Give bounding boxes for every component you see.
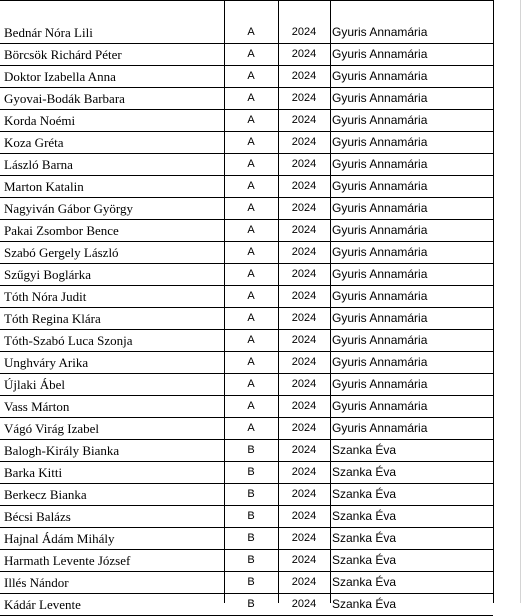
class-cell[interactable]: A (247, 114, 255, 126)
name-cell[interactable]: Barka Kitti (4, 465, 63, 480)
table-row (0, 550, 493, 572)
name-cell[interactable]: Korda Noémi (4, 113, 76, 128)
teacher-cell[interactable]: Gyuris Annamária (332, 135, 428, 149)
year-cell[interactable]: 2024 (291, 378, 317, 390)
year-cell[interactable]: 2024 (291, 510, 317, 522)
teacher-cell[interactable]: Gyuris Annamária (332, 267, 428, 281)
table-row (0, 110, 493, 132)
table-body (0, 22, 521, 616)
teacher-cell[interactable]: Gyuris Annamária (332, 311, 428, 325)
table-row (0, 22, 493, 44)
class-cell[interactable]: B (247, 488, 255, 500)
class-cell[interactable]: A (247, 136, 255, 148)
name-cell[interactable]: Hajnal Ádám Mihály (4, 531, 115, 546)
teacher-cell[interactable]: Gyuris Annamária (332, 223, 428, 237)
teacher-cell[interactable]: Gyuris Annamária (332, 91, 428, 105)
table-row (0, 418, 493, 440)
class-cell[interactable]: A (247, 70, 255, 82)
teacher-cell[interactable]: Szanka Éva (332, 509, 397, 523)
name-cell[interactable]: Tóth Nóra Judit (4, 289, 87, 304)
class-cell[interactable]: A (247, 400, 255, 412)
teacher-cell[interactable]: Gyuris Annamária (332, 245, 428, 259)
name-cell[interactable]: Vass Márton (4, 399, 70, 414)
class-cell[interactable]: A (247, 246, 255, 258)
year-cell[interactable]: 2024 (291, 180, 317, 192)
year-cell[interactable]: 2024 (291, 268, 317, 280)
year-cell[interactable]: 2024 (291, 488, 317, 500)
table-row (0, 154, 493, 176)
table-row (0, 66, 493, 88)
name-cell[interactable]: Kádár Levente (4, 597, 81, 612)
year-cell[interactable]: 2024 (291, 466, 317, 478)
class-cell[interactable]: B (247, 444, 255, 456)
class-cell[interactable]: B (247, 598, 255, 610)
teacher-cell[interactable]: Gyuris Annamária (332, 377, 428, 391)
table-row (0, 286, 493, 308)
table-row (0, 308, 493, 330)
year-cell[interactable]: 2024 (291, 356, 317, 368)
class-cell[interactable]: A (247, 290, 255, 302)
teacher-cell[interactable]: Szanka Éva (332, 553, 397, 567)
teacher-cell[interactable]: Gyuris Annamária (332, 157, 428, 171)
table-row (0, 44, 493, 66)
year-cell[interactable]: 2024 (291, 334, 317, 346)
table-row (0, 220, 493, 242)
year-cell[interactable]: 2024 (291, 246, 317, 258)
name-cell[interactable]: Doktor Izabella Anna (4, 69, 116, 84)
table-row (0, 176, 493, 198)
table-row (0, 264, 493, 286)
name-cell[interactable]: Koza Gréta (4, 135, 64, 150)
class-cell[interactable]: A (247, 92, 255, 104)
table-row (0, 352, 493, 374)
year-cell[interactable]: 2024 (291, 48, 317, 60)
name-cell[interactable]: László Barna (4, 157, 73, 172)
year-cell[interactable]: 2024 (291, 554, 317, 566)
name-cell[interactable]: Szűgyi Boglárka (4, 267, 92, 282)
teacher-cell[interactable]: Szanka Éva (332, 531, 397, 545)
table-row (0, 198, 493, 220)
year-cell[interactable]: 2024 (291, 290, 317, 302)
year-cell[interactable]: 2024 (291, 576, 317, 588)
table-row (0, 88, 493, 110)
class-cell[interactable]: A (247, 268, 255, 280)
year-cell[interactable]: 2024 (291, 312, 317, 324)
name-cell[interactable]: Berkecz Bianka (4, 487, 87, 502)
teacher-cell[interactable]: Gyuris Annamária (332, 289, 428, 303)
class-cell[interactable]: A (247, 356, 255, 368)
table-row (0, 528, 493, 550)
class-cell[interactable]: B (247, 466, 255, 478)
class-cell[interactable]: A (247, 378, 255, 390)
table-row (0, 374, 493, 396)
name-cell[interactable]: Börcsök Richárd Péter (4, 47, 122, 62)
teacher-cell[interactable]: Szanka Éva (332, 487, 397, 501)
year-cell[interactable]: 2024 (291, 70, 317, 82)
teacher-cell[interactable]: Gyuris Annamária (332, 333, 428, 347)
name-cell[interactable]: Vágó Virág Izabel (4, 421, 99, 436)
name-cell[interactable]: Tóth Regina Klára (4, 311, 101, 326)
class-cell[interactable]: A (247, 202, 255, 214)
year-cell[interactable]: 2024 (291, 598, 317, 610)
year-cell[interactable]: 2024 (291, 26, 317, 38)
name-cell[interactable]: Gyovai-Bodák Barbara (4, 91, 125, 106)
class-cell[interactable]: A (247, 48, 255, 60)
table-row (0, 462, 493, 484)
name-cell[interactable]: Harmath Levente József (4, 553, 131, 568)
name-cell[interactable]: Illés Nándor (4, 575, 69, 590)
class-cell[interactable]: B (247, 532, 255, 544)
class-cell[interactable]: A (247, 224, 255, 236)
name-cell[interactable]: Nagyiván Gábor György (4, 201, 134, 216)
name-cell[interactable]: Marton Katalin (4, 179, 84, 194)
teacher-cell[interactable]: Gyuris Annamária (332, 355, 428, 369)
name-cell[interactable]: Tóth-Szabó Luca Szonja (4, 333, 133, 348)
year-cell[interactable]: 2024 (291, 422, 317, 434)
class-cell[interactable]: A (247, 312, 255, 324)
name-cell[interactable]: Balogh-Király Bianka (4, 443, 120, 458)
teacher-cell[interactable]: Szanka Éva (332, 597, 397, 611)
name-cell[interactable]: Bednár Nóra Lili (4, 25, 93, 40)
teacher-cell[interactable]: Gyuris Annamária (332, 179, 428, 193)
class-cell[interactable]: A (247, 334, 255, 346)
year-cell[interactable]: 2024 (291, 136, 317, 148)
class-cell[interactable]: B (247, 554, 255, 566)
year-cell[interactable]: 2024 (291, 92, 317, 104)
teacher-cell[interactable]: Gyuris Annamária (332, 113, 428, 127)
name-cell[interactable]: Unghváry Arika (4, 355, 89, 370)
table-row (0, 396, 493, 418)
class-cell[interactable]: B (247, 576, 255, 588)
year-cell[interactable]: 2024 (291, 444, 317, 456)
table-row (0, 242, 493, 264)
teacher-cell[interactable]: Gyuris Annamária (332, 399, 428, 413)
teacher-cell[interactable]: Szanka Éva (332, 465, 397, 479)
year-cell[interactable]: 2024 (291, 400, 317, 412)
year-cell[interactable]: 2024 (291, 202, 317, 214)
teacher-cell[interactable]: Gyuris Annamária (332, 201, 428, 215)
class-cell[interactable]: A (247, 26, 255, 38)
teacher-cell[interactable]: Gyuris Annamária (332, 421, 428, 435)
table-row (0, 572, 493, 594)
teacher-cell[interactable]: Gyuris Annamária (332, 47, 428, 61)
name-cell[interactable]: Pakai Zsombor Bence (4, 223, 119, 238)
teacher-cell[interactable]: Gyuris Annamária (332, 69, 428, 83)
name-cell[interactable]: Újlaki Ábel (4, 377, 66, 392)
table-row (0, 506, 493, 528)
year-cell[interactable]: 2024 (291, 114, 317, 126)
class-cell[interactable]: A (247, 422, 255, 434)
name-cell[interactable]: Szabó Gergely László (4, 245, 119, 260)
year-cell[interactable]: 2024 (291, 158, 317, 170)
name-cell[interactable]: Bécsi Balázs (4, 509, 71, 524)
table-row (0, 440, 493, 462)
class-cell[interactable]: A (247, 180, 255, 192)
table-row (0, 484, 493, 506)
teacher-cell[interactable]: Szanka Éva (332, 575, 397, 589)
year-cell[interactable]: 2024 (291, 532, 317, 544)
teacher-cell[interactable]: Gyuris Annamária (332, 25, 428, 39)
class-cell[interactable]: B (247, 510, 255, 522)
table-row (0, 594, 493, 616)
top-border (0, 0, 493, 1)
table-row (0, 330, 493, 352)
teacher-cell[interactable]: Szanka Éva (332, 443, 397, 457)
year-cell[interactable]: 2024 (291, 224, 317, 236)
table-row (0, 132, 493, 154)
class-cell[interactable]: A (247, 158, 255, 170)
